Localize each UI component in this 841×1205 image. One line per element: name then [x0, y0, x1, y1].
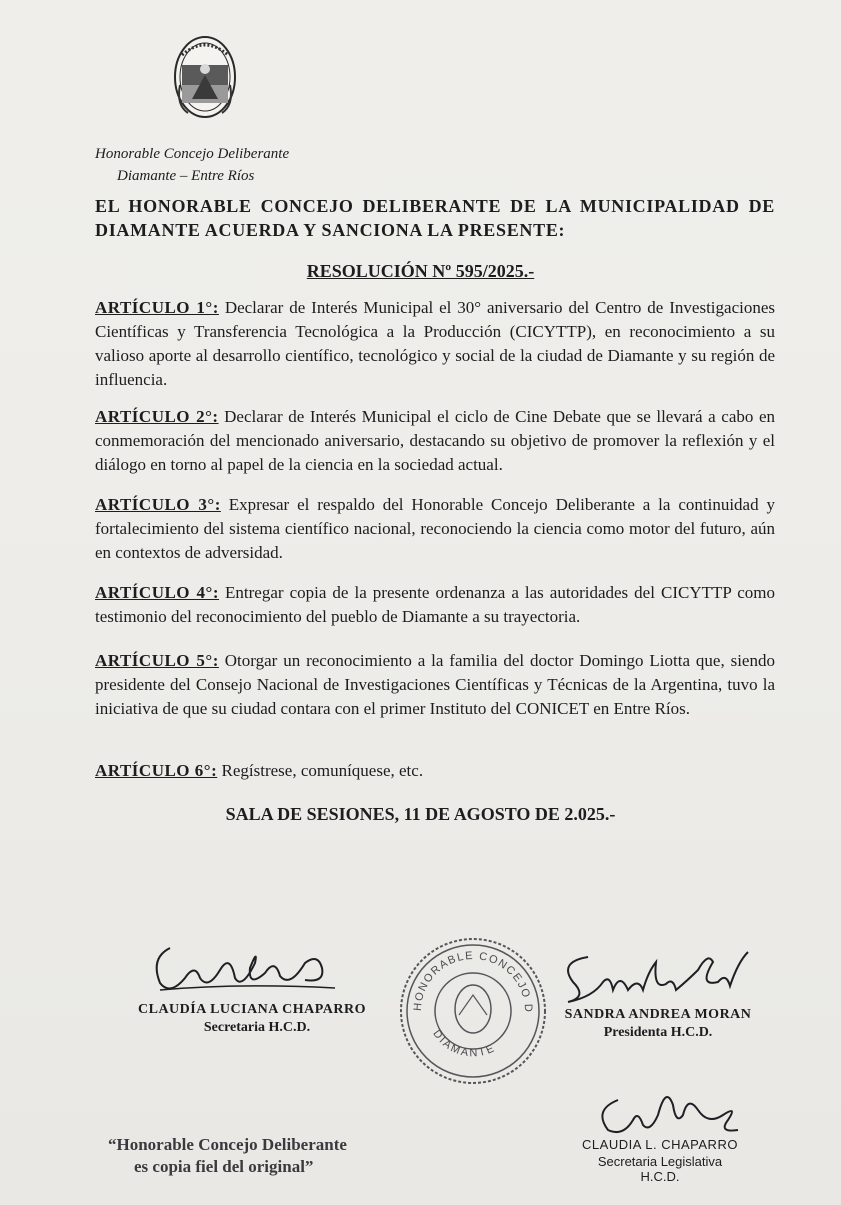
signature-bottom-role: Secretaria Legislativa — [597, 1154, 723, 1169]
signature-right-icon — [548, 942, 768, 1012]
article-1 — [95, 296, 775, 392]
article-6 — [95, 759, 775, 783]
certified-copy-line2: es copia fiel del original” — [134, 1157, 314, 1176]
article-text: Expresar el respaldo del Honorable Concejo Deliberante a la continuidad y fortalecimiento del sistema científico nacional, reconociendo la ciencia como motor del futuro, aún en contextos de adversidad. — [95, 495, 775, 562]
signature-right-role: Presidenta H.C.D. — [603, 1025, 713, 1040]
svg-text:HONORABLE CONCEJO DELIBERANTE: HONORABLE CONCEJO DELIBERANTE — [392, 926, 535, 1014]
institution-name: Honorable Concejo Deliberante — [95, 146, 290, 162]
article-label: ARTÍCULO 3°: — [95, 495, 221, 514]
article-text: Declarar de Interés Municipal el ciclo de Cine Debate que se llevará a cabo en conmemoración del mencionado aniversario, destacando su objetivo de promover la reflexión y el diálogo en torno al papel de la ciencia en la sociedad actual. — [95, 407, 775, 474]
signature-bottom-name: CLAUDIA L. CHAPARRO — [582, 1137, 738, 1152]
signature-left-icon — [140, 928, 340, 1008]
article-text: Regístrese, comuníquese, etc. — [217, 761, 424, 780]
article-label: ARTÍCULO 4°: — [95, 583, 220, 602]
coat-of-arms-icon — [168, 25, 242, 123]
article-4 — [95, 581, 775, 629]
article-label: ARTÍCULO 6°: — [95, 761, 218, 780]
document-heading: EL HONORABLE CONCEJO DELIBERANTE DE LA MUNICIPALIDAD DE DIAMANTE ACUERDA Y SANCIONA LA PRESENTE: — [95, 196, 775, 240]
certified-copy-line1: “Honorable Concejo Deliberante — [108, 1135, 347, 1154]
resolution-number: RESOLUCIÓN Nº 595/2025.- — [306, 261, 535, 281]
article-label: ARTÍCULO 2°: — [95, 407, 219, 426]
article-label: ARTÍCULO 1°: — [95, 298, 219, 317]
resolution-title — [0, 261, 841, 282]
signature-right-name: SANDRA ANDREA MORAN — [564, 1007, 752, 1022]
signature-left-role: Secretaria H.C.D. — [203, 1020, 311, 1035]
article-text: Entregar copia de la presente ordenanza a las autoridades del CICYTTP como testimonio del reconocimiento del pueblo de Diamante a su trayectoria. — [95, 583, 775, 626]
article-text: Otorgar un reconocimiento a la familia del doctor Domingo Liotta que, siendo presidente del Consejo Nacional de Investigaciones Científicas y Técnicas de la Argentina, tuvo la iniciativa de que su ciudad contara con el primer Instituto del CONICET en Entre Ríos. — [95, 651, 775, 718]
article-3 — [95, 493, 775, 565]
official-seal-icon — [392, 926, 549, 1087]
institution-location: Diamante – Entre Ríos — [117, 168, 255, 184]
institution-header — [95, 143, 289, 187]
certified-copy-stamp — [108, 1134, 347, 1178]
session-closing: SALA DE SESIONES, 11 DE AGOSTO DE 2.025.- — [225, 804, 616, 824]
article-2 — [95, 405, 775, 477]
signature-left-name: CLAUDÍA LUCIANA CHAPARRO — [138, 1002, 366, 1017]
signature-bottom-role-2: H.C.D. — [640, 1169, 680, 1184]
article-text: Declarar de Interés Municipal el 30° aniversario del Centro de Investigaciones Científicas y Transferencia Tecnológica a la Producción (CICYTTP), en reconocimiento a su valioso aporte al desarrollo científico, tecnológico y social de la ciudad de Diamante y su región de influencia. — [95, 298, 775, 389]
svg-text:DIAMANTE: DIAMANTE — [430, 1027, 498, 1060]
article-5 — [95, 649, 775, 721]
signature-bottom-icon — [588, 1075, 748, 1145]
article-label: ARTÍCULO 5°: — [95, 651, 219, 670]
